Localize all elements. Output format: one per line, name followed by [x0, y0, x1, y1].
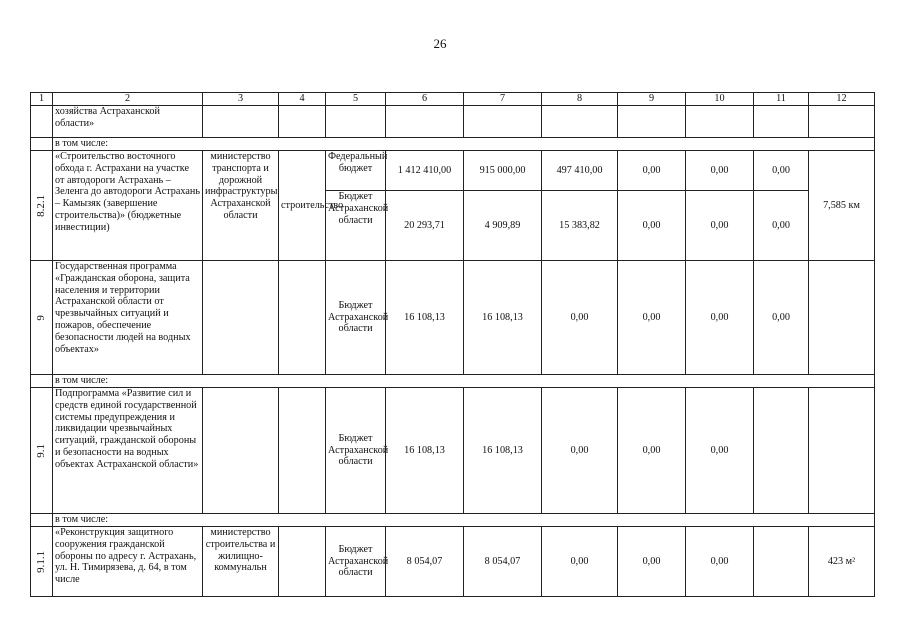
row-number: 9.1.1 [31, 527, 53, 597]
item-name: «Реконструкция защитного сооружения гражданской обороны по адресу г. Астрахань, ул. Н. Тимирязева, д. 64, в том числе [53, 527, 203, 597]
value-cell: 0,00 [618, 388, 686, 514]
value-cell: 0,00 [754, 261, 809, 375]
subtotal-label-row [31, 138, 875, 151]
value-cell: 0,00 [754, 191, 809, 261]
value-cell: 0,00 [542, 261, 618, 375]
column-header: 12 [809, 93, 875, 106]
value-cell: 0,00 [686, 388, 754, 514]
value-cell: 16 108,13 [386, 261, 464, 375]
value-cell: 0,00 [686, 527, 754, 597]
table-row [31, 527, 875, 597]
column-header: 10 [686, 93, 754, 106]
subtotal-label-row [31, 375, 875, 388]
item-name: Подпрограмма «Развитие сил и средств единой государственной системы предупреждения и ликвидации чрезвычайных ситуаций, гражданской обороны и безопасности на водных объектах Астраханской области» [53, 388, 203, 514]
column-header: 2 [53, 93, 203, 106]
column-header: 1 [31, 93, 53, 106]
value-cell: 15 383,82 [542, 191, 618, 261]
column-header: 4 [279, 93, 326, 106]
item-name: «Строительство восточного обхода г. Астрахани на участке от автодороги Астрахань – Зеленга до автодороги Астрахань – Камызяк (завершение строительства)» (бюджетные инвестиции) [53, 151, 203, 261]
indicator-cell: 423 м² [809, 527, 875, 597]
item-name: Государственная программа «Гражданская оборона, защита населения и территории Астраханской области от чрезвычайных ситуаций и пожаров, обеспечение безопасности людей на водных объектах» [53, 261, 203, 375]
value-cell: 16 108,13 [464, 388, 542, 514]
column-number-row [31, 93, 875, 106]
in-that-number-label: в том числе: [53, 514, 875, 527]
column-header: 11 [754, 93, 809, 106]
value-cell: 16 108,13 [464, 261, 542, 375]
value-cell: 1 412 410,00 [386, 151, 464, 191]
in-that-number-label: в том числе: [53, 375, 875, 388]
value-cell: 8 054,07 [464, 527, 542, 597]
value-cell: 0,00 [542, 388, 618, 514]
column-header: 5 [326, 93, 386, 106]
indicator-cell: 7,585 км [809, 151, 875, 261]
table-row [31, 261, 875, 375]
budget-table [30, 92, 875, 597]
funding-source: Бюджет Астраханской области [326, 388, 386, 514]
page-number: 26 [433, 36, 447, 51]
value-cell: 8 054,07 [386, 527, 464, 597]
subtotal-label-row [31, 514, 875, 527]
executor: министерство транспорта и дорожной инфраструктуры Астраханской области [203, 151, 279, 261]
row-number: 8.2.1 [31, 151, 53, 261]
value-cell: 4 909,89 [464, 191, 542, 261]
value-cell: 497 410,00 [542, 151, 618, 191]
table-row [31, 106, 875, 138]
value-cell: 0,00 [754, 151, 809, 191]
work-kind: строительство [279, 151, 326, 261]
funding-source: Бюджет Астраханской области [326, 261, 386, 375]
value-cell: 20 293,71 [386, 191, 464, 261]
column-header: 6 [386, 93, 464, 106]
funding-source: Федеральный бюджет [326, 151, 386, 191]
value-cell: 0,00 [686, 261, 754, 375]
table-row [31, 388, 875, 514]
table-row [31, 151, 875, 191]
item-name: хозяйства Астраханской области» [53, 106, 203, 138]
column-header: 7 [464, 93, 542, 106]
column-header: 9 [618, 93, 686, 106]
funding-source: Бюджет Астраханской области [326, 527, 386, 597]
value-cell: 0,00 [686, 191, 754, 261]
value-cell: 0,00 [618, 527, 686, 597]
value-cell: 0,00 [542, 527, 618, 597]
row-number: 9.1 [31, 388, 53, 514]
value-cell: 0,00 [618, 261, 686, 375]
value-cell: 16 108,13 [386, 388, 464, 514]
value-cell: 0,00 [618, 151, 686, 191]
value-cell: 0,00 [686, 151, 754, 191]
column-header: 8 [542, 93, 618, 106]
column-header: 3 [203, 93, 279, 106]
row-number: 9 [31, 261, 53, 375]
funding-source: Бюджет Астраханской области [326, 191, 386, 261]
executor: министерство строительства и жилищно-коммунальн [203, 527, 279, 597]
value-cell: 915 000,00 [464, 151, 542, 191]
in-that-number-label: в том числе: [53, 138, 875, 151]
value-cell: 0,00 [618, 191, 686, 261]
